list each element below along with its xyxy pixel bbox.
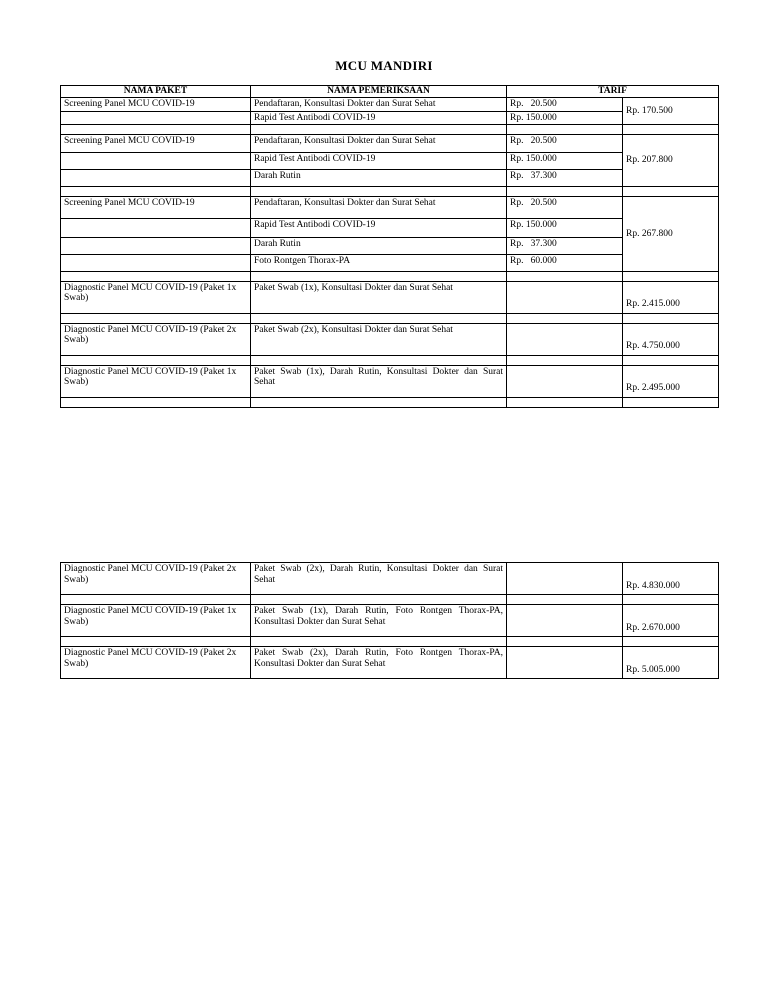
- price-cell: [507, 563, 623, 595]
- package-total-cell: Rp. 267.800: [623, 196, 719, 271]
- empty-cell: [61, 186, 251, 196]
- package-total-cell: Rp. 4.750.000: [623, 323, 719, 355]
- table-row: [61, 281, 719, 313]
- package-name-cell: Diagnostic Panel MCU COVID-19 (Paket 1x Swab): [61, 281, 251, 313]
- table-row: [61, 323, 719, 355]
- price-cell: Rp. 150.000: [507, 218, 623, 237]
- package-name-cell: [61, 218, 251, 237]
- table-row: [61, 134, 719, 152]
- empty-cell: [623, 595, 719, 605]
- exam-cell: Pendaftaran, Konsultasi Dokter dan Surat Sehat: [251, 97, 507, 111]
- spacer-row: [61, 637, 719, 647]
- empty-cell: [251, 124, 507, 134]
- table-row: [61, 647, 719, 679]
- package-name-cell: Screening Panel MCU COVID-19: [61, 134, 251, 152]
- exam-cell: Paket Swab (1x), Darah Rutin, Foto Rontgen Thorax-PA, Konsultasi Dokter dan Surat Sehat: [251, 605, 507, 637]
- spacer-row: [61, 271, 719, 281]
- exam-cell: Paket Swab (1x), Konsultasi Dokter dan Surat Sehat: [251, 281, 507, 313]
- table-row: [61, 152, 719, 169]
- exam-cell: Darah Rutin: [251, 169, 507, 186]
- exam-cell: Pendaftaran, Konsultasi Dokter dan Surat Sehat: [251, 134, 507, 152]
- price-cell: [507, 281, 623, 313]
- empty-cell: [623, 186, 719, 196]
- price-cell: Rp. 37.300: [507, 169, 623, 186]
- empty-cell: [61, 397, 251, 407]
- empty-cell: [507, 186, 623, 196]
- exam-cell: Paket Swab (2x), Konsultasi Dokter dan Surat Sehat: [251, 323, 507, 355]
- price-cell: Rp. 20.500: [507, 97, 623, 111]
- package-total-cell: Rp. 170.500: [623, 97, 719, 124]
- exam-cell: Rapid Test Antibodi COVID-19: [251, 152, 507, 169]
- empty-cell: [251, 397, 507, 407]
- empty-cell: [251, 637, 507, 647]
- empty-cell: [251, 355, 507, 365]
- empty-cell: [623, 271, 719, 281]
- package-total-cell: Rp. 2.415.000: [623, 281, 719, 313]
- spacer-row: [61, 124, 719, 134]
- header-nama-pemeriksaan: NAMA PEMERIKSAAN: [251, 86, 507, 98]
- empty-cell: [623, 355, 719, 365]
- empty-cell: [61, 124, 251, 134]
- exam-cell: Pendaftaran, Konsultasi Dokter dan Surat Sehat: [251, 196, 507, 218]
- exam-cell: Foto Rontgen Thorax-PA: [251, 254, 507, 271]
- table-row: [61, 563, 719, 595]
- price-table-main: [60, 85, 719, 408]
- exam-cell: Rapid Test Antibodi COVID-19: [251, 218, 507, 237]
- package-name-cell: Screening Panel MCU COVID-19: [61, 196, 251, 218]
- package-name-cell: [61, 237, 251, 254]
- price-cell: [507, 605, 623, 637]
- package-name-cell: [61, 111, 251, 124]
- package-total-cell: Rp. 4.830.000: [623, 563, 719, 595]
- price-cell: Rp. 20.500: [507, 196, 623, 218]
- empty-cell: [61, 595, 251, 605]
- empty-cell: [61, 271, 251, 281]
- table-row: [61, 196, 719, 218]
- header-nama-paket: NAMA PAKET: [61, 86, 251, 98]
- price-cell: Rp. 37.300: [507, 237, 623, 254]
- package-name-cell: Diagnostic Panel MCU COVID-19 (Paket 1x Swab): [61, 365, 251, 397]
- spacer-row: [61, 355, 719, 365]
- package-total-cell: Rp. 5.005.000: [623, 647, 719, 679]
- price-cell: Rp. 60.000: [507, 254, 623, 271]
- package-name-cell: Diagnostic Panel MCU COVID-19 (Paket 2x Swab): [61, 647, 251, 679]
- package-total-cell: Rp. 2.670.000: [623, 605, 719, 637]
- table-row: [61, 111, 719, 124]
- empty-cell: [507, 637, 623, 647]
- price-cell: Rp. 150.000: [507, 152, 623, 169]
- package-name-cell: [61, 152, 251, 169]
- empty-cell: [251, 313, 507, 323]
- package-name-cell: [61, 169, 251, 186]
- exam-cell: Paket Swab (2x), Darah Rutin, Foto Rontgen Thorax-PA, Konsultasi Dokter dan Surat Sehat: [251, 647, 507, 679]
- empty-cell: [61, 355, 251, 365]
- table-row: [61, 605, 719, 637]
- package-total-cell: Rp. 207.800: [623, 134, 719, 186]
- table-row: [61, 254, 719, 271]
- empty-cell: [507, 355, 623, 365]
- header-row: [61, 86, 719, 98]
- spacer-row: [61, 313, 719, 323]
- page-title: MCU MANDIRI: [335, 58, 433, 73]
- spacer-row: [61, 595, 719, 605]
- price-cell: [507, 647, 623, 679]
- package-name-cell: Diagnostic Panel MCU COVID-19 (Paket 2x Swab): [61, 323, 251, 355]
- empty-cell: [507, 271, 623, 281]
- empty-cell: [251, 271, 507, 281]
- package-name-cell: Diagnostic Panel MCU COVID-19 (Paket 2x Swab): [61, 563, 251, 595]
- empty-cell: [61, 313, 251, 323]
- header-tarif: TARIF: [507, 86, 719, 98]
- package-name-cell: Screening Panel MCU COVID-19: [61, 97, 251, 111]
- table-row: [61, 218, 719, 237]
- package-name-cell: Diagnostic Panel MCU COVID-19 (Paket 1x Swab): [61, 605, 251, 637]
- spacer-row: [61, 186, 719, 196]
- exam-cell: Paket Swab (2x), Darah Rutin, Konsultasi Dokter dan Surat Sehat: [251, 563, 507, 595]
- empty-cell: [623, 124, 719, 134]
- package-name-cell: [61, 254, 251, 271]
- price-cell: Rp. 20.500: [507, 134, 623, 152]
- price-cell: [507, 323, 623, 355]
- empty-cell: [507, 595, 623, 605]
- price-cell: Rp. 150.000: [507, 111, 623, 124]
- empty-cell: [623, 313, 719, 323]
- empty-cell: [251, 595, 507, 605]
- table-row: [61, 97, 719, 111]
- spacer-row: [61, 397, 719, 407]
- empty-cell: [623, 397, 719, 407]
- exam-cell: Rapid Test Antibodi COVID-19: [251, 111, 507, 124]
- exam-cell: Darah Rutin: [251, 237, 507, 254]
- package-total-cell: Rp. 2.495.000: [623, 365, 719, 397]
- empty-cell: [251, 186, 507, 196]
- empty-cell: [507, 397, 623, 407]
- table-row: [61, 169, 719, 186]
- table-row: [61, 365, 719, 397]
- exam-cell: Paket Swab (1x), Darah Rutin, Konsultasi Dokter dan Surat Sehat: [251, 365, 507, 397]
- empty-cell: [623, 637, 719, 647]
- empty-cell: [61, 637, 251, 647]
- price-table-continued: [60, 562, 719, 679]
- price-cell: [507, 365, 623, 397]
- table-row: [61, 237, 719, 254]
- empty-cell: [507, 313, 623, 323]
- empty-cell: [507, 124, 623, 134]
